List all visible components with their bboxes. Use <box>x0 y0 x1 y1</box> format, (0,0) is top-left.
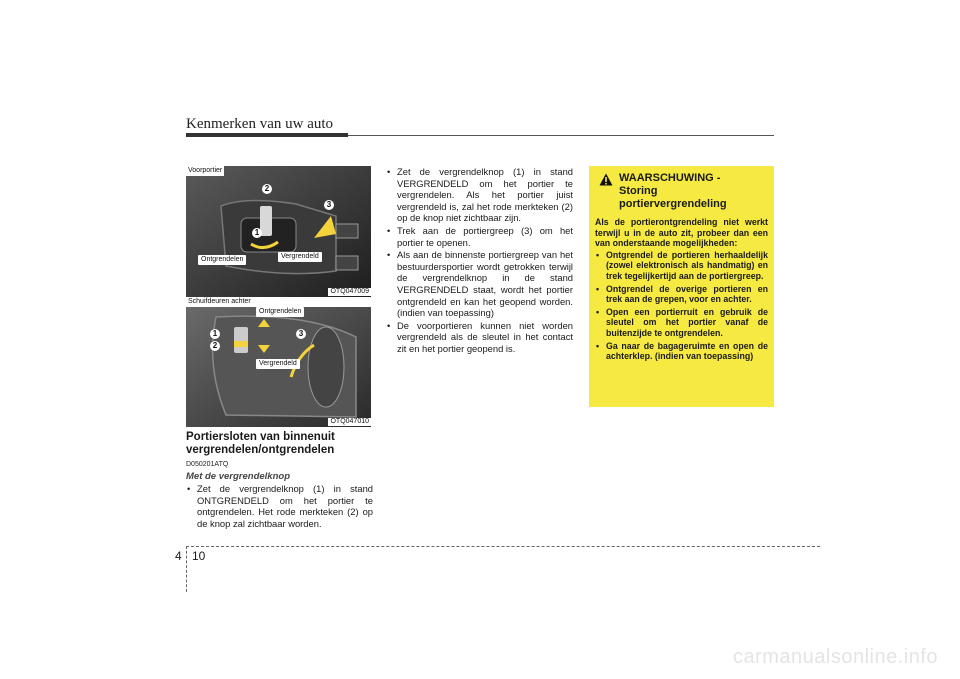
header-bar <box>186 133 348 137</box>
list-item: • Als aan de binnenste portiergreep van het bestuurdersportier wordt getrokken terwijl de vergrendelknop in de stand VERGRENDELD staat, wordt het portier ontgrendeld en kan het geopend worden. (indien van toepassing) <box>386 249 573 319</box>
warning-subtitle: Storing portiervergrendeling <box>619 185 727 210</box>
warning-intro: Als de portierontgrendeling niet werkt terwijl u in de auto zit, probeer dan een van onderstaande mogelijkheden: <box>595 217 768 249</box>
header-rule <box>348 135 774 136</box>
callout-3: 3 <box>296 329 306 339</box>
front-door-photo <box>186 166 371 297</box>
figure-rear-doors <box>186 307 371 427</box>
list-item: • Trek aan de portiergreep (3) om het portier te openen. <box>386 225 573 248</box>
tag-locked: Vergrendeld <box>256 359 300 369</box>
tag-unlock: Ontgrendelen <box>198 255 246 265</box>
footer-rule <box>186 546 820 547</box>
list-item: • De voorportieren kunnen niet worden vergrendeld als de sleutel in het contact zit en het portier geopend is. <box>386 320 573 355</box>
bullet-list-left <box>186 483 373 530</box>
figure-code: OTQ047010 <box>330 418 369 425</box>
warning-icon <box>599 173 613 186</box>
watermark: carmanualsonline.info <box>732 646 938 668</box>
bullet-list-middle <box>386 166 573 356</box>
warning-title: WAARSCHUWING - <box>619 172 721 184</box>
document-code: D050201ATQ <box>186 461 229 468</box>
list-item: • Zet de vergrendelknop (1) in stand VERGRENDELD om het portier te vergrendelen. Als het portier juist vergrendeld is, zal het rode merkteken (2) op de knop niet zichtbaar zijn. <box>386 166 573 224</box>
section-heading: Portiersloten van binnenuit vergrendelen/ontgrendelen <box>186 431 335 456</box>
list-item: • Ontgrendel de overige portieren en trek aan de grepen, voor en achter. <box>595 284 768 305</box>
callout-1: 1 <box>210 329 220 339</box>
tag-locked: Vergrendeld <box>278 252 322 262</box>
tag-unlock: Ontgrendelen <box>256 307 304 317</box>
warning-box <box>589 166 774 407</box>
chapter-number: 4 <box>175 549 182 563</box>
figure-label: Voorportier <box>188 167 223 174</box>
footer-divider <box>186 546 187 592</box>
callout-3: 3 <box>324 200 334 210</box>
warning-list <box>595 250 768 362</box>
callout-1: 1 <box>252 228 262 238</box>
warning-header <box>595 172 768 211</box>
list-item: • Ga naar de bagageruimte en open de achterklep. (indien van toepassing) <box>595 341 768 362</box>
running-header: Kenmerken van uw auto <box>186 116 334 132</box>
list-item: • Ontgrendel de portieren herhaaldelijk (zowel elektronisch als handmatig) en trek tegelijkertijd aan de portiergreep. <box>595 250 768 282</box>
figure-code: OTQ047009 <box>330 288 369 295</box>
callout-2: 2 <box>210 341 220 351</box>
subheading: Met de vergrendelknop <box>186 471 290 482</box>
list-item: • Open een portierruit en gebruik de sleutel om het portier vanaf de buitenzijde te ontgrendelen. <box>595 307 768 339</box>
figure-label: Schuifdeuren achter <box>188 298 251 305</box>
figure-front-door <box>186 166 371 297</box>
callout-2: 2 <box>262 184 272 194</box>
list-item: • Zet de vergrendelknop (1) in stand ONTGRENDELD om het portier te ontgrendelen. Het rode merkteken (2) op de knop zal zichtbaar worden. <box>186 483 373 529</box>
page-number: 10 <box>192 549 206 563</box>
